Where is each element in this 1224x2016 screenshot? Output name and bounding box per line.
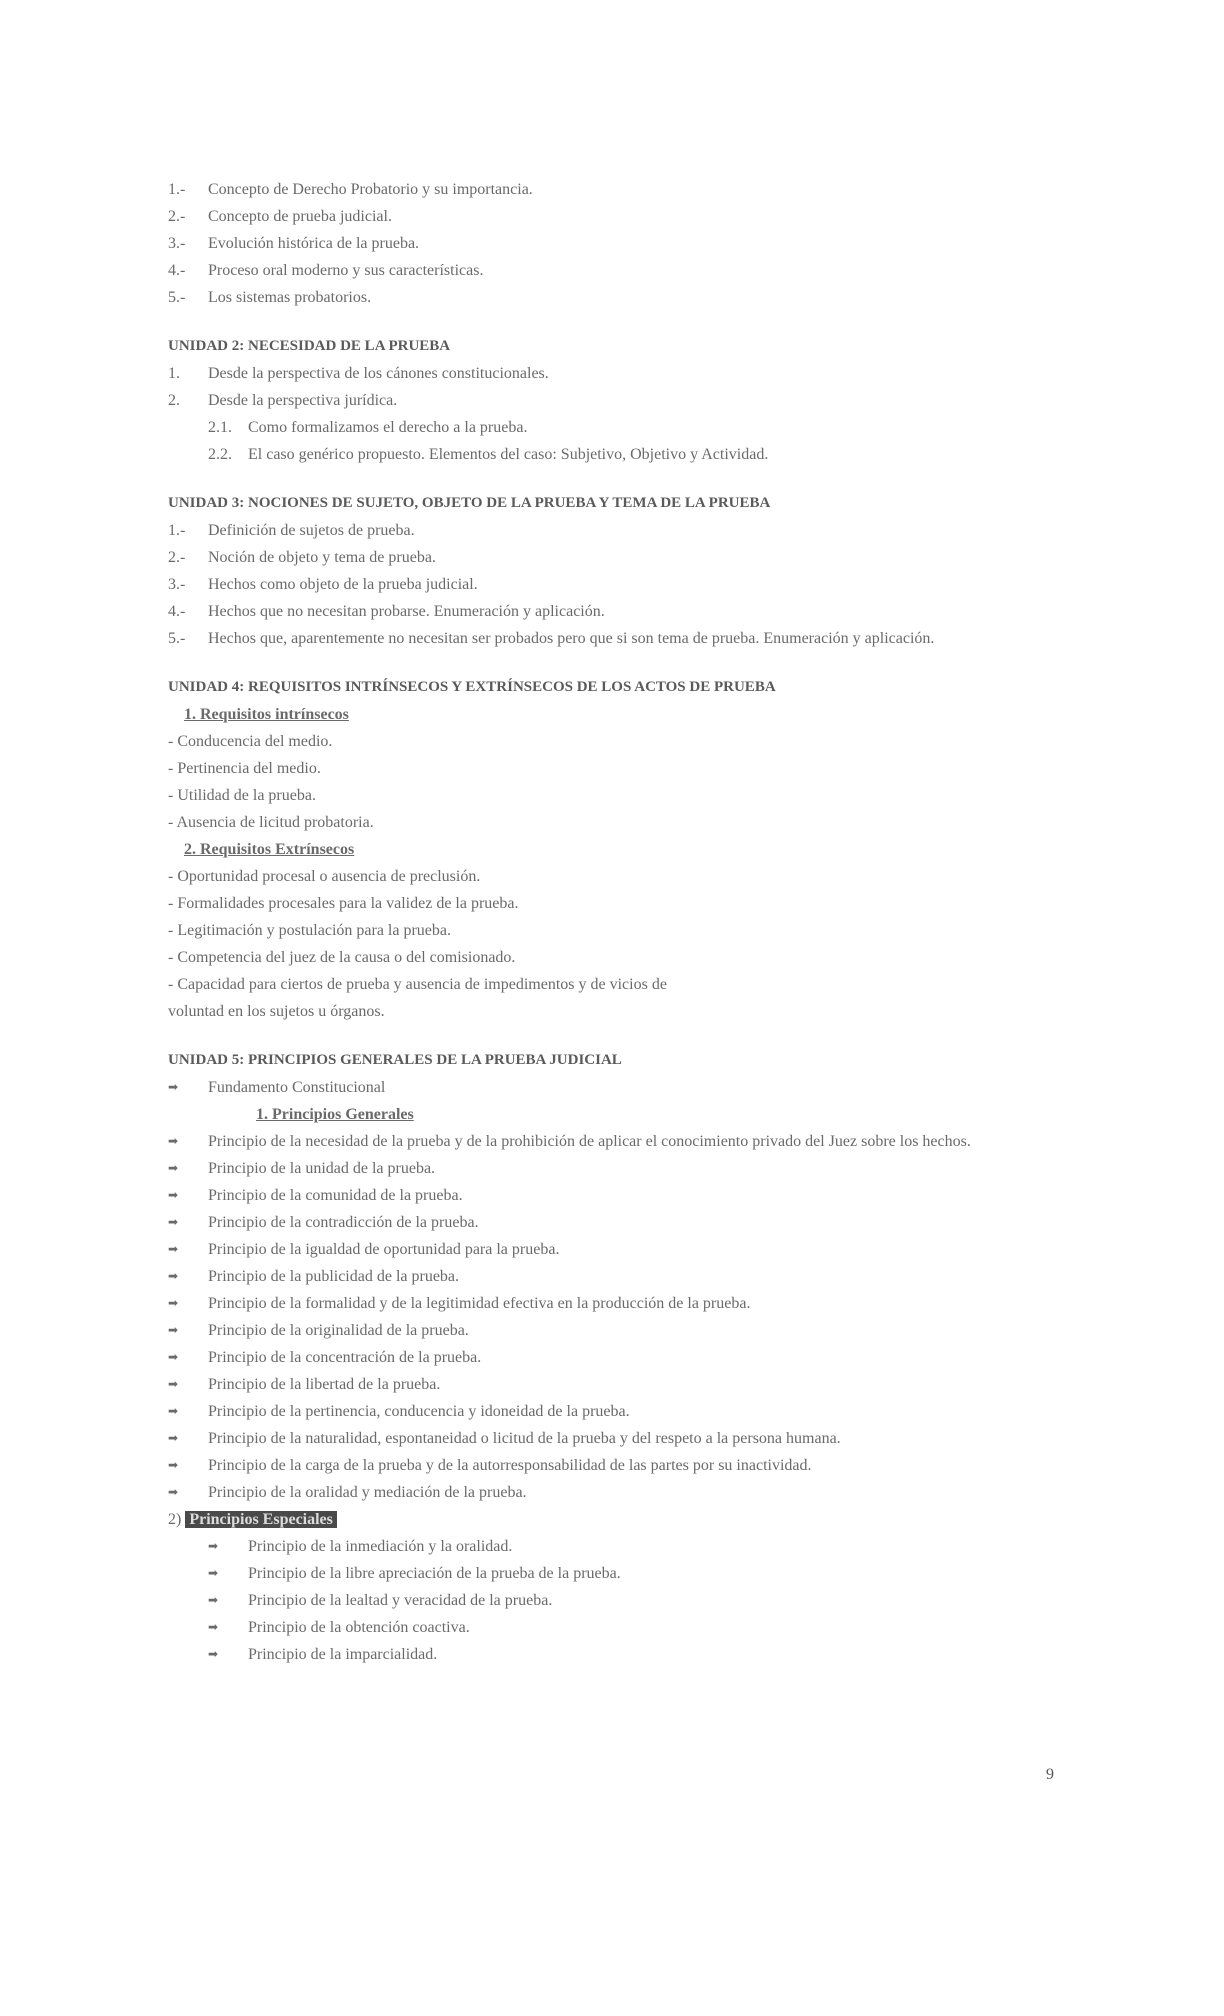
- list-item: [168, 284, 1056, 311]
- item-text: Hechos como objeto de la prueba judicial.: [208, 576, 478, 593]
- bullet-icon: ➡: [168, 1431, 179, 1445]
- extrinsic-title: 2. Requisitos Extrínsecos: [184, 841, 355, 858]
- list-item: [168, 1371, 1056, 1398]
- bullet-icon: ➡: [208, 1566, 219, 1580]
- bullet-icon: ➡: [168, 1404, 179, 1418]
- list-item: [168, 1398, 1056, 1425]
- item-text: Principio de la libertad de la prueba.: [208, 1376, 441, 1393]
- item-number: 2.-: [168, 208, 186, 225]
- intrinsic-list: [168, 728, 1056, 836]
- item-text: Principio de la originalidad de la prueba.: [208, 1322, 469, 1339]
- bullet-icon: ➡: [208, 1620, 219, 1634]
- item-text: Noción de objeto y tema de prueba.: [208, 549, 436, 566]
- item-text: Concepto de Derecho Probatorio y su importancia.: [208, 181, 533, 198]
- item-text: Principio de la igualdad de oportunidad para la prueba.: [208, 1241, 560, 1258]
- unit3-list: [168, 517, 1056, 652]
- general-principles-list: [168, 1128, 1056, 1506]
- item-text: Concepto de prueba judicial.: [208, 208, 392, 225]
- list-item: [168, 1533, 1056, 1560]
- list-item: [168, 1236, 1056, 1263]
- list-item: [168, 782, 1056, 809]
- unit3-heading: UNIDAD 3: NOCIONES DE SUJETO, OBJETO DE LA PRUEBA Y TEMA DE LA PRUEBA: [168, 495, 771, 511]
- item-text: - Legitimación y postulación para la prueba.: [168, 922, 452, 939]
- list-item: [168, 1587, 1056, 1614]
- list-item: [168, 755, 1056, 782]
- list-item: [168, 1290, 1056, 1317]
- item-text: Principio de la carga de la prueba y de la autorresponsabilidad de las partes por su inactividad.: [208, 1457, 812, 1474]
- item-text: Los sistemas probatorios.: [208, 289, 372, 306]
- item-text: Principio de la lealtad y veracidad de la prueba.: [248, 1592, 553, 1609]
- bullet-icon: ➡: [168, 1296, 179, 1310]
- list-item: [168, 1344, 1056, 1371]
- bullet-icon: ➡: [168, 1188, 179, 1202]
- unit2-heading: UNIDAD 2: NECESIDAD DE LA PRUEBA: [168, 338, 451, 354]
- list-item: [168, 863, 1056, 890]
- list-item: [168, 625, 1056, 652]
- item-text: Hechos que, aparentemente no necesitan ser probados pero que si son tema de prueba. Enumeración y aplicación.: [208, 630, 935, 647]
- item-text: Principio de la concentración de la prueba.: [208, 1349, 482, 1366]
- item-number: 2.: [168, 392, 180, 409]
- item-text: Principio de la pertinencia, conducencia y idoneidad de la prueba.: [208, 1403, 630, 1420]
- intrinsic-title: 1. Requisitos intrínsecos: [184, 706, 349, 723]
- bullet-icon: ➡: [208, 1647, 219, 1661]
- item-text: Principio de la contradicción de la prueba.: [208, 1214, 479, 1231]
- item-text: Principio de la publicidad de la prueba.: [208, 1268, 460, 1285]
- unit5-heading: UNIDAD 5: PRINCIPIOS GENERALES DE LA PRUEBA JUDICIAL: [168, 1052, 622, 1068]
- item-text: Principio de la comunidad de la prueba.: [208, 1187, 463, 1204]
- bullet-icon: ➡: [168, 1269, 179, 1283]
- bullet-icon: ➡: [168, 1350, 179, 1364]
- item-text: Principio de la formalidad y de la legitimidad efectiva en la producción de la prueba.: [208, 1295, 751, 1312]
- item-number: 3.-: [168, 576, 186, 593]
- item-number: 3.-: [168, 235, 186, 252]
- list-item: [168, 998, 1056, 1025]
- item-text: - Oportunidad procesal o ausencia de preclusión.: [168, 868, 481, 885]
- item-text: Principio de la libre apreciación de la prueba de la prueba.: [248, 1565, 621, 1582]
- list-item: [168, 1452, 1056, 1479]
- item-number: 1.: [168, 365, 180, 382]
- list-item: [168, 414, 1056, 441]
- item-text: El caso genérico propuesto. Elementos del caso: Subjetivo, Objetivo y Actividad.: [248, 446, 769, 463]
- list-item: [168, 387, 1056, 414]
- item-number: 4.-: [168, 603, 186, 620]
- list-item: [168, 571, 1056, 598]
- bullet-icon: ➡: [168, 1242, 179, 1256]
- item-text: voluntad en los sujetos u órganos.: [168, 1003, 385, 1020]
- bullet-icon: ➡: [168, 1323, 179, 1337]
- list-item: [168, 1182, 1056, 1209]
- item-text: Principio de la naturalidad, espontaneidad o licitud de la prueba y del respeto a la persona humana.: [208, 1430, 841, 1447]
- item-text: Proceso oral moderno y sus características.: [208, 262, 484, 279]
- unit1-list: [168, 176, 1056, 311]
- item-text: - Conducencia del medio.: [168, 733, 333, 750]
- list-item: [168, 360, 1056, 387]
- list-item: [168, 257, 1056, 284]
- unit2-sublist: [168, 414, 1056, 468]
- item-text: - Ausencia de licitud probatoria.: [168, 814, 374, 831]
- special-principles-list: [168, 1533, 1056, 1668]
- item-number: 5.-: [168, 289, 186, 306]
- list-item: [168, 1128, 1056, 1155]
- item-text: - Competencia del juez de la causa o del comisionado.: [168, 949, 516, 966]
- list-item: [168, 517, 1056, 544]
- list-item: [168, 1317, 1056, 1344]
- item-number: 1.-: [168, 522, 186, 539]
- document-page: [168, 176, 1056, 1668]
- list-item: [168, 917, 1056, 944]
- item-number: 4.-: [168, 262, 186, 279]
- item-text: Desde la perspectiva de los cánones constitucionales.: [208, 365, 549, 382]
- fundamento-item: ➡ Fundamento Constitucional: [168, 1074, 1056, 1101]
- list-item: [168, 1425, 1056, 1452]
- item-text: Principio de la obtención coactiva.: [248, 1619, 470, 1636]
- item-text: - Pertinencia del medio.: [168, 760, 321, 777]
- item-text: Definición de sujetos de prueba.: [208, 522, 415, 539]
- list-item: [168, 1614, 1056, 1641]
- list-item: [168, 1479, 1056, 1506]
- item-text: Principio de la inmediación y la oralidad.: [248, 1538, 513, 1555]
- bullet-icon: ➡: [208, 1593, 219, 1607]
- bullet-icon: ➡: [168, 1215, 179, 1229]
- list-item: [168, 944, 1056, 971]
- list-item: [168, 441, 1056, 468]
- list-item: [168, 1263, 1056, 1290]
- list-item: [168, 971, 1056, 998]
- list-item: [168, 544, 1056, 571]
- item-text: Evolución histórica de la prueba.: [208, 235, 420, 252]
- list-item: [168, 809, 1056, 836]
- list-item: [168, 230, 1056, 257]
- item-text: - Formalidades procesales para la validez de la prueba.: [168, 895, 519, 912]
- bullet-icon: ➡: [168, 1485, 179, 1499]
- page-number: 9: [1046, 1766, 1054, 1783]
- list-item: [168, 728, 1056, 755]
- unit4-heading: UNIDAD 4: REQUISITOS INTRÍNSECOS Y EXTRÍNSECOS DE LOS ACTOS DE PRUEBA: [168, 679, 776, 695]
- item-text: Principio de la necesidad de la prueba y de la prohibición de aplicar el conocimiento privado del Juez sobre los hechos.: [208, 1133, 971, 1150]
- item-number: 2.2.: [208, 446, 232, 463]
- list-item: [168, 890, 1056, 917]
- bullet-icon: ➡: [168, 1134, 179, 1148]
- general-principles-title: 1. Principios Generales: [256, 1106, 414, 1123]
- item-text: Principio de la imparcialidad.: [248, 1646, 438, 1663]
- list-item: [168, 176, 1056, 203]
- bullet-icon: ➡: [168, 1080, 179, 1094]
- list-item: [168, 1209, 1056, 1236]
- special-principles-title: 2) Principios Especiales: [168, 1506, 1056, 1533]
- item-text: - Utilidad de la prueba.: [168, 787, 316, 804]
- item-number: 2.1.: [208, 419, 232, 436]
- list-item: [168, 1641, 1056, 1668]
- item-text: Como formalizamos el derecho a la prueba.: [248, 419, 528, 436]
- item-text: Desde la perspectiva jurídica.: [208, 392, 398, 409]
- bullet-icon: ➡: [208, 1539, 219, 1553]
- item-number: 1.-: [168, 181, 186, 198]
- list-item: [168, 1560, 1056, 1587]
- item-number: 2.-: [168, 549, 186, 566]
- list-item: [168, 1155, 1056, 1182]
- list-item: [168, 598, 1056, 625]
- item-text: Principio de la oralidad y mediación de la prueba.: [208, 1484, 527, 1501]
- list-item: [168, 203, 1056, 230]
- item-text: Principio de la unidad de la prueba.: [208, 1160, 436, 1177]
- bullet-icon: ➡: [168, 1161, 179, 1175]
- bullet-icon: ➡: [168, 1377, 179, 1391]
- item-number: 5.-: [168, 630, 186, 647]
- bullet-icon: ➡: [168, 1458, 179, 1472]
- unit2-list: [168, 360, 1056, 414]
- item-text: - Capacidad para ciertos de prueba y ausencia de impedimentos y de vicios de: [168, 976, 667, 993]
- extrinsic-list: [168, 863, 1056, 1025]
- item-text: Hechos que no necesitan probarse. Enumeración y aplicación.: [208, 603, 605, 620]
